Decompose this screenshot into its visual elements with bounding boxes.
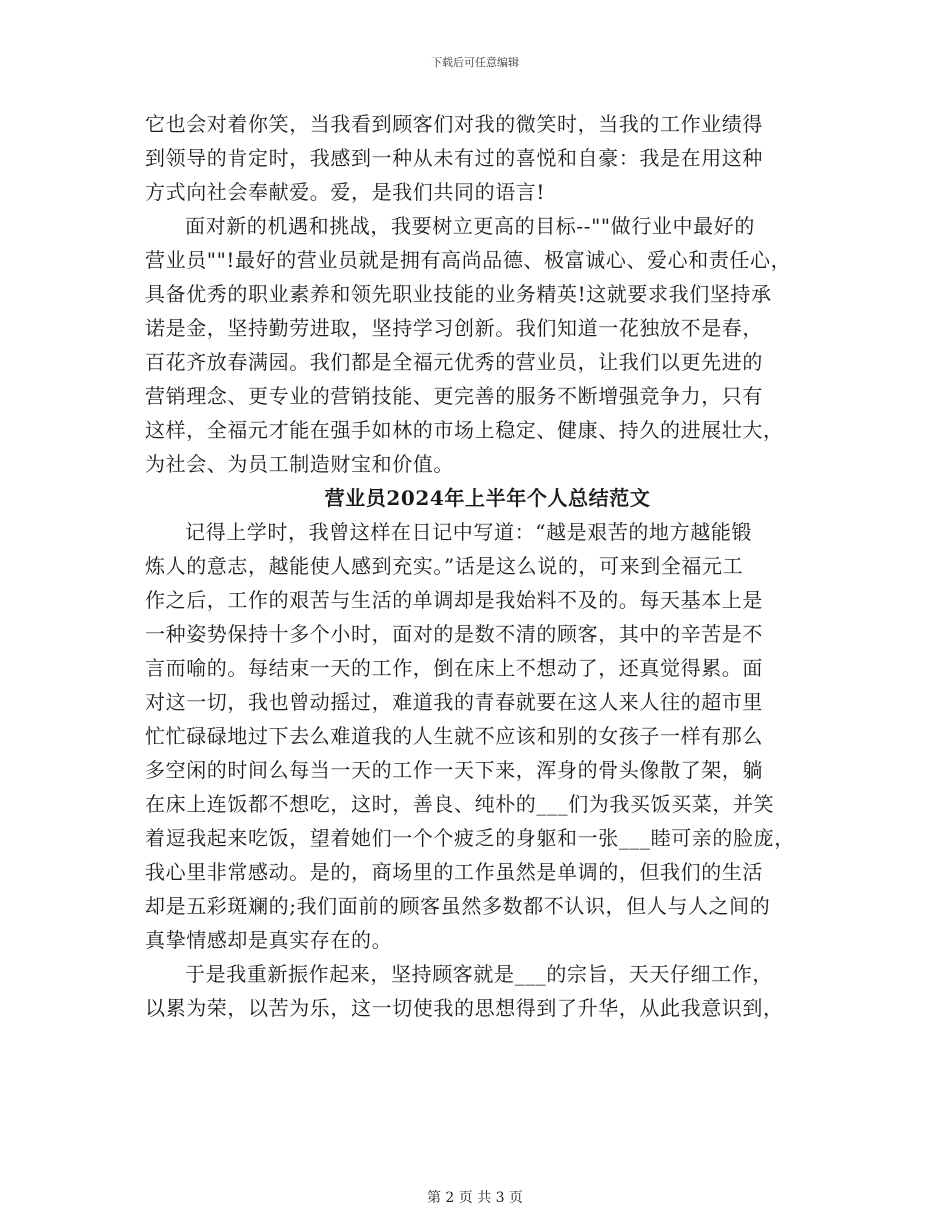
section-title: 营业员2024年上半年个人总结范文 <box>324 486 651 510</box>
text-line: 百花齐放春满园。我们都是全福元优秀的营业员，让我们以更先进的 <box>145 350 763 374</box>
text-line: 方式向社会奉献爱。爱，是我们共同的语言! <box>145 180 546 204</box>
text-line: 真挚情感却是真实存在的。 <box>145 928 393 952</box>
paragraph <box>145 209 810 481</box>
paragraph <box>145 515 810 957</box>
paragraphs-before-title <box>145 107 810 481</box>
text-line: 营销理念、更专业的营销技能、更完善的服务不断增强竞争力，只有 <box>145 384 763 408</box>
text-line: 诺是金，坚持勤劳进取，坚持学习创新。我们知道一花独放不是春， <box>145 316 763 340</box>
paragraphs-after-title <box>145 515 810 1025</box>
text-line: 为社会、为员工制造财宝和价值。 <box>145 452 454 476</box>
paragraph <box>145 107 810 209</box>
text-line: 多空闲的时间么每当一天的工作一天下来，浑身的骨头像散了架，躺 <box>145 758 763 782</box>
text-line: 于是我重新振作起来，坚持顾客就是___的宗旨，天天仔细工作， <box>185 962 773 986</box>
text-line: 它也会对着你笑，当我看到顾客们对我的微笑时，当我的工作业绩得 <box>145 112 763 136</box>
page-footer: 第 2 页 共 3 页 <box>426 1190 524 1206</box>
text-line: 却是五彩斑斓的;我们面前的顾客虽然多数都不认识，但人与人之间的 <box>145 894 771 918</box>
page-header: 下载后可任意编辑 <box>431 56 519 69</box>
text-line: 对这一切，我也曾动摇过，难道我的青春就要在这人来人往的超市里 <box>145 690 763 714</box>
text-line: 炼人的意志，越能使人感到充实。”话是这么说的，可来到全福元工 <box>145 554 744 578</box>
paragraph <box>145 957 810 1025</box>
document-body <box>145 107 810 1025</box>
text-line: 营业员""!最好的营业员就是拥有高尚品德、极富诚心、爱心和责任心， <box>145 248 792 272</box>
text-line: 记得上学时，我曾这样在日记中写道：“越是艰苦的地方越能锻 <box>185 520 753 544</box>
text-line: 作之后，工作的艰苦与生活的单调却是我始料不及的。每天基本上是 <box>145 588 763 612</box>
text-line: 忙忙碌碌地过下去么难道我的人生就不应该和别的女孩子一样有那么 <box>145 724 763 748</box>
text-line: 言而喻的。每结束一天的工作，倒在床上不想动了，还真觉得累。面 <box>145 656 763 680</box>
text-line: 以累为荣，以苦为乐，这一切使我的思想得到了升华，从此我意识到， <box>145 996 784 1020</box>
text-line: 着逗我起来吃饭，望着她们一个个疲乏的身躯和一张___睦可亲的脸庞， <box>145 826 795 850</box>
text-line: 我心里非常感动。是的，商场里的工作虽然是单调的，但我们的生活 <box>145 860 763 884</box>
text-line: 面对新的机遇和挑战，我要树立更高的目标--""做行业中最好的 <box>185 214 755 238</box>
text-line: 这样，全福元才能在强手如林的市场上稳定、健康、持久的进展壮大， <box>145 418 784 442</box>
text-line: 到领导的肯定时，我感到一种从未有过的喜悦和自豪：我是在用这种 <box>145 146 763 170</box>
text-line: 一种姿势保持十多个小时，面对的是数不清的顾客，其中的辛苦是不 <box>145 622 763 646</box>
text-line: 在床上连饭都不想吃，这时，善良、纯朴的___们为我买饭买菜，并笑 <box>145 792 775 816</box>
text-line: 具备优秀的职业素养和领先职业技能的业务精英!这就要求我们坚持承 <box>145 282 772 306</box>
